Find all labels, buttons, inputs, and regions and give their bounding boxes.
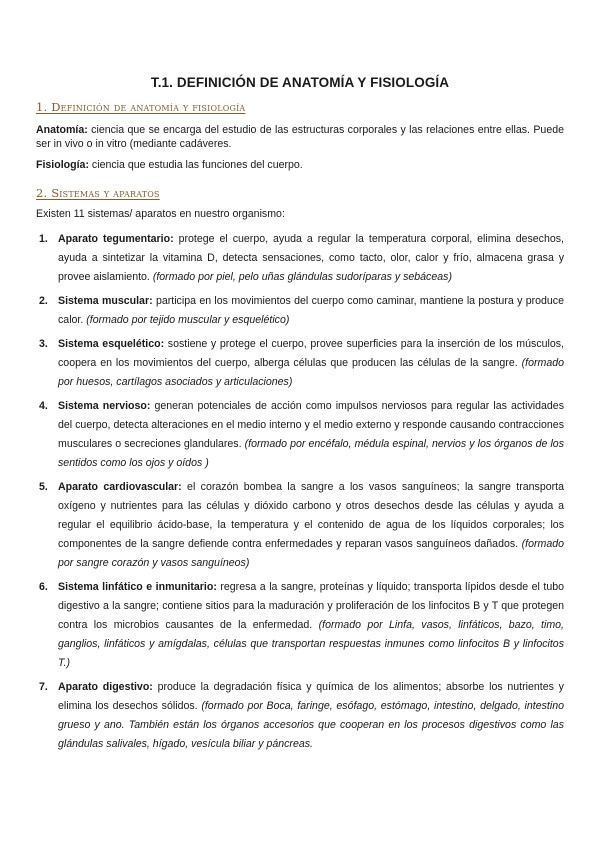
item-note: (formado por encéfalo, médula espinal, nervios y los órganos de los sentidos como los ojos y oídos ) (58, 438, 564, 469)
fisiologia-definition: ciencia que estudia las funciones del cuerpo. (88, 158, 303, 171)
list-item (36, 478, 564, 573)
item-text: el corazón bombea la sangre a los vasos sanguíneos; la sangre transporta oxígeno y nutrientes para las células y dióxido carbono y otros desechos desde las células y ayuda a regular el equilibrio ácido-base, la temperatura y el contenido de agua de los líquidos corporales; los componentes de la sangre defiende contra enfermedades y reparan vasos sanguíneos dañados. (58, 481, 564, 550)
systems-intro: Existen 11 sistemas/ aparatos en nuestro organismo: (36, 207, 285, 220)
item-number: 7. (39, 681, 48, 693)
item-text: protege el cuerpo, ayuda a regular la temperatura corporal, elimina desechos, ayuda a sintetizar la vitamina D, detecta sensaciones, como tacto, olor, calor y frío, almacena grasa y provee aislamiento. (58, 233, 564, 283)
list-item (36, 292, 564, 330)
item-number: 1. (39, 233, 48, 245)
item-text: sostiene y protege el cuerpo, provee superficies para la inserción de los músculos, coopera en los movimientos del cuerpo, alberga células que producen las células de la sangre. (58, 338, 564, 369)
fisiologia-paragraph (36, 158, 564, 172)
item-number: 3. (39, 338, 48, 350)
item-text: participa en los movimientos del cuerpo como caminar, mantiene la postura y produce calor. (58, 295, 564, 326)
item-term: Sistema muscular: (58, 295, 153, 307)
item-term: Aparato tegumentario: (58, 233, 174, 245)
anatomia-term: Anatomía: (36, 123, 88, 136)
item-term: Sistema nervioso: (58, 400, 151, 412)
item-note: (formado por tejido muscular y esquelético) (86, 314, 290, 326)
item-note: (formado por Linfa, vasos, linfáticos, bazo, timo, ganglios, linfáticos y amígdalas, células que transportan respuestas inmunes como linfocitos B y linfocitos T.) (58, 619, 564, 669)
item-number: 4. (39, 400, 48, 412)
item-number: 2. (39, 295, 48, 307)
item-note: (formado por huesos, cartílagos asociados y articulaciones) (58, 357, 564, 388)
item-term: Sistema linfático e inmunitario: (58, 581, 217, 593)
item-text: regresa a la sangre, proteínas y líquido; transporta lípidos desde el tubo digestivo a la sangre; contiene sitios para la maduración y proliferación de los linfocitos B y T que protegen contra los microbios causantes de la enfermedad. (58, 581, 564, 631)
item-note: (formado por piel, pelo uñas glándulas sudoríparas y sebáceas) (152, 271, 452, 283)
item-number: 5. (39, 481, 48, 493)
list-item (36, 678, 564, 754)
item-text: generan potenciales de acción como impulsos nerviosos para regular las actividades del cuerpo, detecta alteraciones en el medio interno y el medio externo y responde causando contracciones musculares o secreciones glandulares. (58, 400, 564, 450)
systems-list (36, 230, 564, 759)
item-term: Sistema esquelético: (58, 338, 165, 350)
list-item (36, 397, 564, 473)
section-heading-systems: 2. Sistemas y aparatos (36, 186, 160, 200)
list-item (36, 335, 564, 392)
list-item (36, 230, 564, 287)
list-item (36, 578, 564, 673)
item-term: Aparato digestivo: (58, 681, 153, 693)
section-heading-definition: 1. Definición de anatomía y fisiología (36, 100, 246, 114)
document-title: T.1. DEFINICIÓN DE ANATOMÍA Y FISIOLOGÍA (150, 75, 450, 90)
item-term: Aparato cardiovascular: (58, 481, 182, 493)
item-text: produce la degradación física y química de los alimentos; absorbe los nutrientes y elimina los desechos sólidos. (58, 681, 564, 712)
anatomia-definition: ciencia que se encarga del estudio de las estructuras corporales y las relaciones entre ellas. Puede ser in vivo o in vitro (mediante cadáveres. (36, 123, 564, 150)
anatomia-paragraph (36, 123, 564, 151)
item-number: 6. (39, 581, 48, 593)
item-note: (formado por sangre corazón y vasos sanguíneos) (58, 538, 564, 569)
fisiologia-term: Fisiología: (36, 158, 89, 171)
item-note: (formado por Boca, faringe, esófago, estómago, intestino, delgado, intestino grueso y ano. También están los órganos accesorios que cooperan en los procesos digestivos como las glándulas salivales, hígado, vesícula biliar y páncreas. (58, 700, 564, 750)
